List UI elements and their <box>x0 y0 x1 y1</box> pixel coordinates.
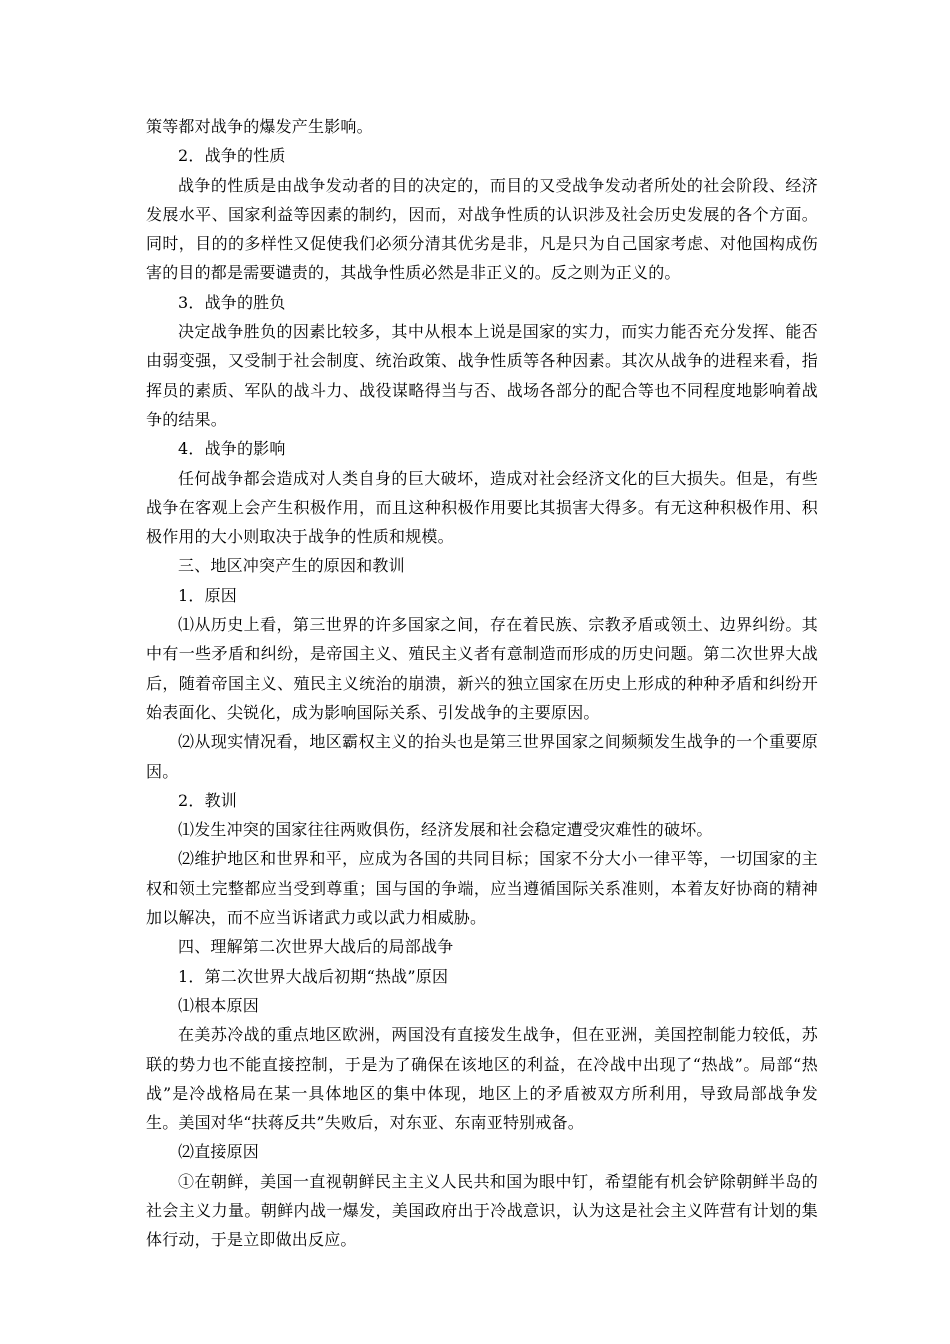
paragraph-lesson-2: ⑵维护地区和世界和平，应成为各国的共同目标；国家不分大小一律平等，一切国家的主权和领土完整都应当受到尊重；国与国的争端，应当遵循国际关系准则，本着友好协商的精神加以解决，而不应当诉诸武力或以武力相威胁。 <box>146 849 818 928</box>
heading-hot-war-causes: 1．第二次世界大战后初期“热战”原因 <box>178 966 449 986</box>
heading-causes: 1．原因 <box>178 585 237 605</box>
heading-war-impact: 4．战争的影响 <box>178 439 286 459</box>
paragraph-root-cause: 在美苏冷战的重点地区欧洲，两国没有直接发生战争，但在亚洲，美国控制能力较低，苏联的势力也不能直接控制，于是为了确保在该地区的利益，在冷战中出现了“热战”。局部“热战”是冷战格局在某一具体地区的集中体现，地区上的矛盾被双方所利用，导致局部战争发生。美国对华“扶蒋反共”失败后，对东亚、东南亚特别戒备。 <box>146 1025 818 1133</box>
heading-war-outcome: 3．战争的胜负 <box>178 292 286 312</box>
paragraph-war-nature: 战争的性质是由战争发动者的目的决定的，而目的又受战争发动者所处的社会阶段、经济发展水平、国家利益等因素的制约，因而，对战争性质的认识涉及社会历史发展的各个方面。同时，目的的多样性又促使我们必须分清其优劣是非，凡是只为自己国家考虑、对他国构成伤害的目的都是需要谴责的，其战争性质必然是非正义的。反之则为正义的。 <box>146 175 818 283</box>
heading-lessons: 2．教训 <box>178 790 237 810</box>
heading-direct-cause: ⑵直接原因 <box>178 1142 260 1162</box>
paragraph-war-outcome: 决定战争胜负的因素比较多，其中从根本上说是国家的实力，而实力能否充分发挥、能否由弱变强，又受制于社会制度、统治政策、战争性质等各种因素。其次从战争的进程来看，指挥员的素质、军队的战斗力、战役谋略得当与否、战场各部分的配合等也不同程度地影响着战争的结果。 <box>146 322 818 429</box>
section-heading-local-wars: 四、理解第二次世界大战后的局部战争 <box>178 937 454 957</box>
paragraph-lesson-1: ⑴发生冲突的国家往往两败俱伤，经济发展和社会稳定遭受灾难性的破坏。 <box>178 820 713 840</box>
heading-war-nature: 2．战争的性质 <box>178 146 286 166</box>
section-heading-regional-conflict: 三、地区冲突产生的原因和教训 <box>178 556 405 576</box>
heading-root-cause: ⑴根本原因 <box>178 995 260 1015</box>
paragraph-cause-history: ⑴从历史上看，第三世界的许多国家之间，存在着民族、宗教矛盾或领土、边界纠纷。其中有一些矛盾和纠纷，是帝国主义、殖民主义者有意制造而形成的历史问题。第二次世界大战后，随着帝国主义、殖民主义统治的崩溃，新兴的独立国家在历史上形成的种种矛盾和纠纷开始表面化、尖锐化，成为影响国际关系、引发战争的主要原因。 <box>146 615 818 722</box>
document-body <box>146 112 818 1255</box>
paragraph-cause-reality: ⑵从现实情况看，地区霸权主义的抬头也是第三世界国家之间频频发生战争的一个重要原因。 <box>146 732 818 781</box>
paragraph-continuation: 策等都对战争的爆发产生影响。 <box>146 117 373 136</box>
paragraph-war-impact: 任何战争都会造成对人类自身的巨大破坏，造成对社会经济文化的巨大损失。但是，有些战争在客观上会产生积极作用，而且这种积极作用要比其损害大得多。有无这种积极作用、积极作用的大小则取决于战争的性质和规模。 <box>146 468 818 547</box>
paragraph-korea: ①在朝鲜，美国一直视朝鲜民主主义人民共和国为眼中钉，希望能有机会铲除朝鲜半岛的社会主义力量。朝鲜内战一爆发，美国政府出于冷战意识，认为这是社会主义阵营有计划的集体行动，于是立即做出反应。 <box>146 1171 818 1250</box>
